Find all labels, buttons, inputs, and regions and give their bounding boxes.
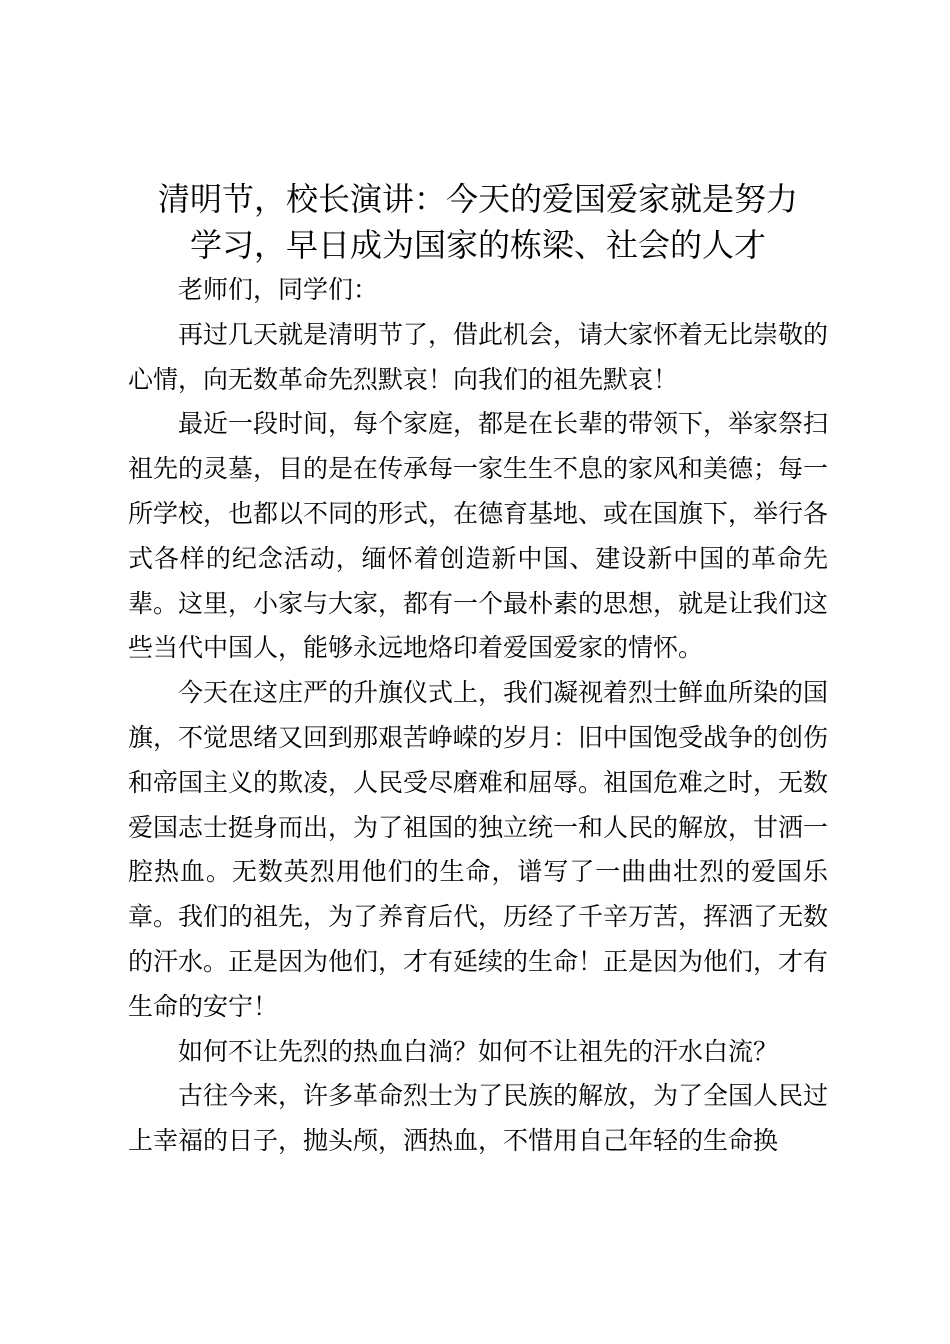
title-line-1: 清明节，校长演讲：今天的爱国爱家就是努力: [157, 180, 798, 218]
title-line-2: 学习，早日成为国家的栋梁、社会的人才: [189, 226, 766, 264]
paragraph-salutation: 老师们，同学们：: [178, 275, 379, 304]
paragraph: 最近一段时间，每个家庭，都是在长辈的带领下，举家祭扫祖先的灵墓，目的是在传承每一家生生不息的家风和美德；每一所学校，也都以不同的形式，在德育基地、或在国旗下，举行各式各样的纪念活动，缅怀着创造新中国、建设新中国的革命先辈。这里，小家与大家，都有一个最朴素的思想，就是让我们这些当代中国人，能够永远地烙印着爱国爱家的情怀。: [128, 409, 829, 663]
document-body: [128, 268, 828, 1164]
document-title: [128, 176, 828, 268]
paragraph: 再过几天就是清明节了，借此机会，请大家怀着无比崇敬的心情，向无数革命先烈默哀！向我们的祖先默哀！: [128, 319, 829, 394]
paragraph: 古往今来，许多革命烈士为了民族的解放，为了全国人民过上幸福的日子，抛头颅，洒热血，不惜用自己年轻的生命换: [128, 1081, 829, 1156]
paragraph: 今天在这庄严的升旗仪式上，我们凝视着烈士鲜血所染的国旗，不觉思绪又回到那艰苦峥嵘的岁月：旧中国饱受战争的创伤和帝国主义的欺凌，人民受尽磨难和屈辱。祖国危难之时，无数爱国志士挺身而出，为了祖国的独立统一和人民的解放，甘洒一腔热血。无数英烈用他们的生命，谱写了一曲曲壮烈的爱国乐章。我们的祖先，为了养育后代，历经了千辛万苦，挥洒了无数的汗水。正是因为他们，才有延续的生命！正是因为他们，才有生命的安宁！: [128, 678, 829, 1021]
document-content: [128, 176, 828, 1164]
paragraph: 如何不让先烈的热血白淌？如何不让祖先的汗水白流？: [178, 1036, 779, 1066]
